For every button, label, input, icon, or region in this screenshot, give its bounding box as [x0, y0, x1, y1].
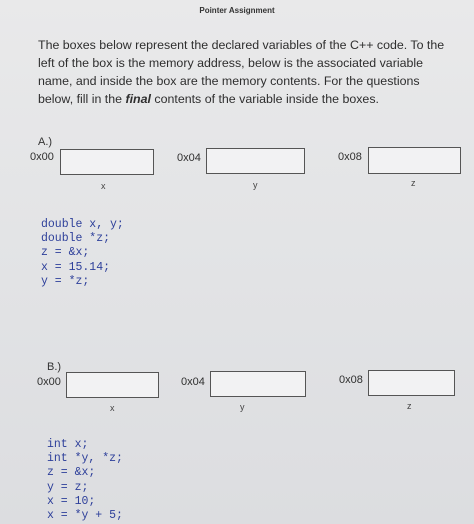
part-a-var-z: z — [411, 178, 416, 188]
code-line: double x, y; — [41, 218, 124, 231]
part-a-code-block — [41, 218, 124, 289]
part-a-var-y: y — [253, 180, 258, 190]
part-a-var-x: x — [101, 181, 106, 191]
instructions-text-end: contents of the variable inside the boxes. — [150, 92, 379, 106]
code-line: int *y, *z; — [47, 452, 123, 466]
part-b-address-y: 0x04 — [181, 376, 205, 388]
part-b-box-y[interactable] — [210, 371, 306, 397]
part-a-label: A.) — [38, 136, 53, 148]
instructions-paragraph — [38, 36, 450, 108]
part-a-box-y[interactable] — [206, 148, 305, 174]
part-b-address-x: 0x00 — [37, 376, 61, 388]
part-a-address-x: 0x00 — [30, 151, 54, 163]
code-line: double *z; — [41, 232, 111, 246]
instructions-text: The boxes below represent the declared variables of the C++ code. To the left of the box is the memory address, below is the associated variable name, and inside the box are the memory contents. For the questions below, fill in the — [38, 38, 445, 106]
page-title: Pointer Assignment — [199, 6, 275, 15]
part-a-address-z: 0x08 — [338, 151, 362, 163]
code-line: y = z; — [47, 480, 89, 494]
part-b-var-z: z — [407, 401, 412, 411]
part-b-var-y: y — [240, 402, 245, 412]
code-line: int x; — [47, 438, 89, 451]
code-line: z = &x; — [47, 466, 96, 480]
part-b-var-x: x — [110, 403, 115, 413]
part-b-code-block — [47, 438, 123, 523]
part-b-label: B.) — [47, 361, 62, 373]
code-line: z = &x; — [41, 246, 90, 260]
part-a-box-z[interactable] — [368, 147, 461, 174]
code-line: x = *y + 5; — [47, 509, 123, 523]
code-line: x = 15.14; — [41, 260, 111, 274]
code-line: x = 10; — [47, 494, 96, 508]
part-a-box-x[interactable] — [60, 149, 154, 175]
code-line: y = *z; — [41, 274, 90, 288]
instructions-emphasis: final — [125, 92, 151, 106]
part-a-address-y: 0x04 — [177, 152, 201, 164]
part-b-box-x[interactable] — [66, 372, 159, 398]
part-b-address-z: 0x08 — [339, 374, 363, 386]
part-b-box-z[interactable] — [368, 370, 455, 396]
